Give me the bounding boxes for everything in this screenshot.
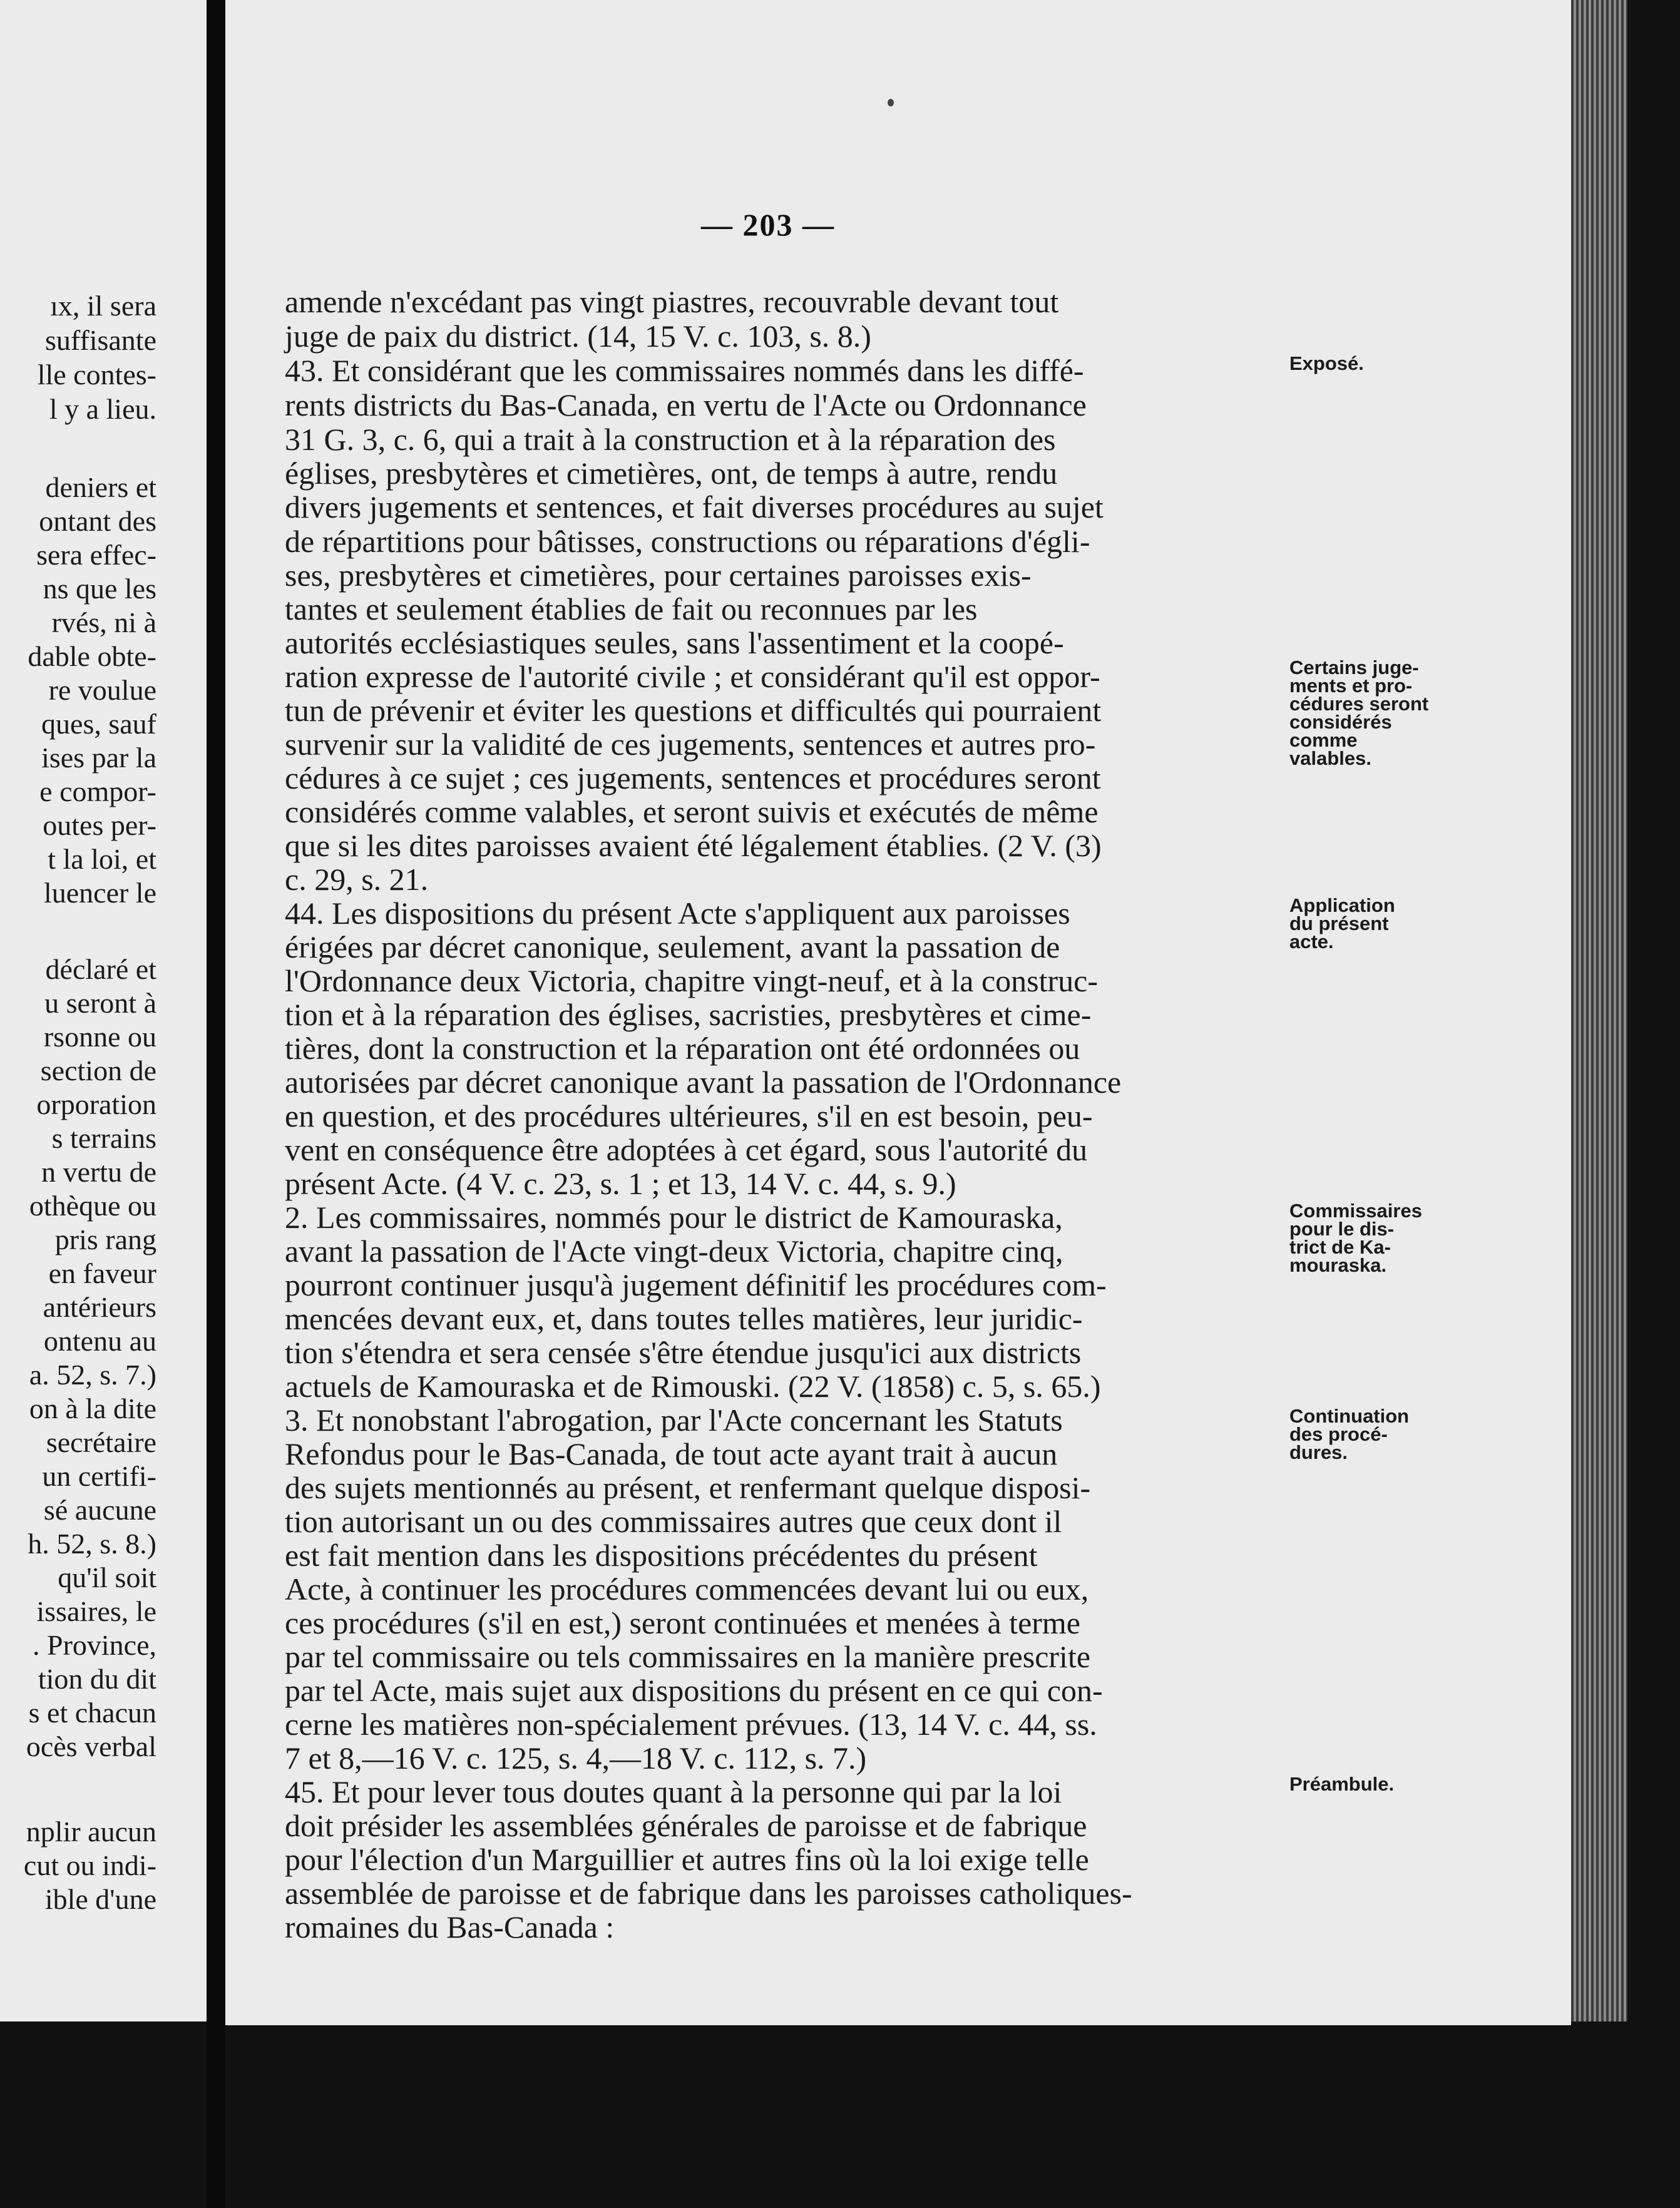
left-line: re voulue bbox=[48, 674, 156, 706]
body-line: tion et à la réparation des églises, sacristies, presbytères et cime- bbox=[285, 997, 1092, 1032]
left-line: orporation bbox=[36, 1088, 156, 1120]
body-line: assemblée de paroisse et de fabrique dans les paroisses catholiques- bbox=[285, 1876, 1132, 1911]
body-line: 31 G. 3, c. 6, qui a trait à la construction et à la réparation des bbox=[285, 422, 1056, 457]
subsection-3-line: 3. Et nonobstant l'abrogation, par l'Acte concernant les Statuts bbox=[285, 1403, 1063, 1438]
subsection-2-line: 2. Les commissaires, nommés pour le district de Kamouraska, bbox=[285, 1200, 1063, 1235]
left-line: section de bbox=[40, 1055, 156, 1086]
book-gutter bbox=[207, 0, 225, 2208]
body-line: tion autorisant un ou des commissaires autres que ceux dont il bbox=[285, 1504, 1062, 1539]
left-line: secrétaire bbox=[46, 1426, 156, 1458]
left-line: suffisante bbox=[44, 324, 156, 356]
left-line: ocès verbal bbox=[26, 1730, 156, 1762]
body-line: survenir sur la validité de ces jugements, sentences et autres pro- bbox=[285, 727, 1096, 762]
left-line: e compor- bbox=[39, 775, 156, 807]
body-line: actuels de Kamouraska et de Rimouski. (22 V. (1858) c. 5, s. 65.) bbox=[285, 1369, 1101, 1404]
body-line: en question, et des procédures ultérieures, s'il en est besoin, peu- bbox=[285, 1098, 1093, 1133]
body-line: juge de paix du district. (14, 15 V. c. 103, s. 8.) bbox=[285, 319, 871, 354]
body-line: doit présider les assemblées générales de paroisse et de fabrique bbox=[285, 1808, 1087, 1843]
left-line: othèque ou bbox=[29, 1190, 156, 1222]
body-line: cerne les matières non-spécialement prévues. (13, 14 V. c. 44, ss. bbox=[285, 1707, 1097, 1742]
left-line: s terrains bbox=[51, 1122, 156, 1154]
body-line: ration expresse de l'autorité civile ; et considérant qu'il est oppor- bbox=[285, 659, 1100, 694]
left-line: ible d'une bbox=[44, 1883, 156, 1915]
body-line: par tel Acte, mais sujet aux dispositions du présent en ce qui con- bbox=[285, 1673, 1103, 1708]
left-line: lle contes- bbox=[37, 359, 156, 391]
left-line: ontant des bbox=[39, 505, 156, 537]
body-line: présent Acte. (4 V. c. 23, s. 1 ; et 13, 14 V. c. 44, s. 9.) bbox=[285, 1166, 956, 1201]
left-line: en faveur bbox=[48, 1257, 156, 1289]
body-line: pour l'élection d'un Marguillier et autres fins où la loi exige telle bbox=[285, 1842, 1089, 1877]
page-edge-stack bbox=[1571, 0, 1627, 2021]
left-line: u seront à bbox=[44, 987, 156, 1019]
ink-speck bbox=[888, 99, 894, 106]
body-line: 7 et 8,—16 V. c. 125, s. 4,—18 V. c. 112, s. 7.) bbox=[285, 1740, 867, 1776]
left-line: issaires, le bbox=[36, 1595, 156, 1627]
body-line: considérés comme valables, et seront suivis et exécutés de même bbox=[285, 794, 1099, 829]
page-number: — 203 — bbox=[701, 207, 835, 242]
margin-note-application: Application du présent acte. bbox=[1289, 894, 1395, 953]
margin-note-expose: Exposé. bbox=[1289, 352, 1364, 374]
body-line: rents districts du Bas-Canada, en vertu de l'Acte ou Ordonnance bbox=[285, 387, 1087, 422]
body-line: vent en conséquence être adoptées à cet égard, sous l'autorité du bbox=[285, 1132, 1088, 1167]
body-line: ses, presbytères et cimetières, pour certaines paroisses exis- bbox=[285, 558, 1032, 593]
left-line: déclaré et bbox=[45, 953, 156, 985]
left-line: deniers et bbox=[45, 471, 156, 503]
left-line: sera effec- bbox=[36, 539, 156, 571]
margin-note-certains-jugements: Certains juge- ments et pro- cédures seront considérés comme valables. bbox=[1289, 657, 1429, 769]
body-line: tun de prévenir et éviter les questions et difficultés qui pourraient bbox=[285, 693, 1102, 728]
left-line: on à la dite bbox=[29, 1393, 156, 1424]
left-line: qu'il soit bbox=[58, 1561, 156, 1593]
body-line: mencées devant eux, et, dans toutes telles matières, leur juridic- bbox=[285, 1301, 1083, 1336]
margin-note-preambule: Préambule. bbox=[1289, 1773, 1395, 1795]
left-line: ques, sauf bbox=[41, 708, 156, 740]
margin-note-commissaires: Commissaires pour le dis- trict de Ka- mouraska. bbox=[1289, 1200, 1422, 1276]
body-line: que si les dites paroisses avaient été légalement établies. (2 V. (3) bbox=[285, 828, 1102, 863]
body-line: c. 29, s. 21. bbox=[285, 862, 429, 897]
left-line: nplir aucun bbox=[26, 1816, 156, 1848]
body-line: romaines du Bas-Canada : bbox=[285, 1909, 615, 1945]
body-line: autorisées par décret canonique avant la passation de l'Ordonnance bbox=[285, 1065, 1122, 1100]
left-line: dable obte- bbox=[28, 640, 156, 672]
body-line: de répartitions pour bâtisses, constructions ou réparations d'égli- bbox=[285, 524, 1090, 559]
body-line: Acte, à continuer les procédures commencées devant lui ou eux, bbox=[285, 1572, 1089, 1607]
section-45-line: 45. Et pour lever tous doutes quant à la personne qui par la loi bbox=[285, 1774, 1062, 1809]
left-line: un certifi- bbox=[42, 1460, 156, 1492]
left-line: ontenu au bbox=[43, 1325, 156, 1357]
left-line: h. 52, s. 8.) bbox=[28, 1528, 156, 1560]
left-line: outes per- bbox=[43, 809, 156, 841]
left-line: a. 52, s. 7.) bbox=[29, 1359, 156, 1391]
body-line: tion s'étendra et sera censée s'être étendue jusqu'ici aux districts bbox=[285, 1335, 1082, 1370]
body-line: par tel commissaire ou tels commissaires en la manière prescrite bbox=[285, 1639, 1091, 1674]
body-line: divers jugements et sentences, et fait diverses procédures au sujet bbox=[285, 489, 1104, 524]
margin-note-continuation: Continuation des procé- dures. bbox=[1289, 1405, 1410, 1463]
left-line: sé aucune bbox=[43, 1494, 156, 1526]
left-line: ns que les bbox=[43, 573, 156, 605]
left-line: tion du dit bbox=[38, 1663, 156, 1695]
left-line: ises par la bbox=[41, 742, 156, 774]
left-line: cut ou indi- bbox=[23, 1849, 156, 1881]
body-line: cédures à ce sujet ; ces jugements, sentences et procédures seront bbox=[285, 760, 1101, 795]
left-facing-page bbox=[0, 0, 207, 2021]
left-line: n vertu de bbox=[41, 1156, 156, 1188]
left-line: ıx, il sera bbox=[50, 290, 156, 322]
left-line: t la loi, et bbox=[48, 843, 156, 875]
section-43-line: 43. Et considérant que les commissaires nommés dans les diffé- bbox=[285, 353, 1084, 388]
left-line: s et chacun bbox=[28, 1697, 156, 1729]
body-line: avant la passation de l'Acte vingt-deux Victoria, chapitre cinq, bbox=[285, 1234, 1063, 1269]
body-line: tantes et seulement établies de fait ou reconnues par les bbox=[285, 591, 978, 626]
left-line: luencer le bbox=[43, 877, 156, 909]
body-line: l'Ordonnance deux Victoria, chapitre vingt-neuf, et à la construc- bbox=[285, 963, 1099, 998]
left-line: antérieurs bbox=[43, 1291, 156, 1323]
body-line: des sujets mentionnés au présent, et renfermant quelque disposi- bbox=[285, 1470, 1091, 1505]
left-line: rvés, ni à bbox=[51, 606, 156, 638]
body-line: ces procédures (s'il en est,) seront continuées et menées à terme bbox=[285, 1605, 1080, 1640]
left-line: l y a lieu. bbox=[49, 393, 156, 425]
left-line: rsonne ou bbox=[43, 1021, 156, 1053]
body-line: érigées par décret canonique, seulement, avant la passation de bbox=[285, 929, 1060, 964]
body-line: amende n'excédant pas vingt piastres, recouvrable devant tout bbox=[285, 284, 1059, 319]
body-line: est fait mention dans les dispositions précédentes du présent bbox=[285, 1538, 1038, 1573]
body-line: autorités ecclésiastiques seules, sans l'assentiment et la coopé- bbox=[285, 625, 1064, 660]
left-line: . Province, bbox=[32, 1629, 156, 1661]
body-line: Refondus pour le Bas-Canada, de tout acte ayant trait à aucun bbox=[285, 1436, 1058, 1471]
section-44-line: 44. Les dispositions du présent Acte s'appliquent aux paroisses bbox=[285, 896, 1070, 931]
body-line: églises, presbytères et cimetières, ont, de temps à autre, rendu bbox=[285, 456, 1058, 491]
body-line: pourront continuer jusqu'à jugement définitif les procédures com- bbox=[285, 1267, 1107, 1302]
body-line: tières, dont la construction et la réparation ont été ordonnées ou bbox=[285, 1031, 1080, 1066]
left-line: pris rang bbox=[54, 1224, 156, 1255]
